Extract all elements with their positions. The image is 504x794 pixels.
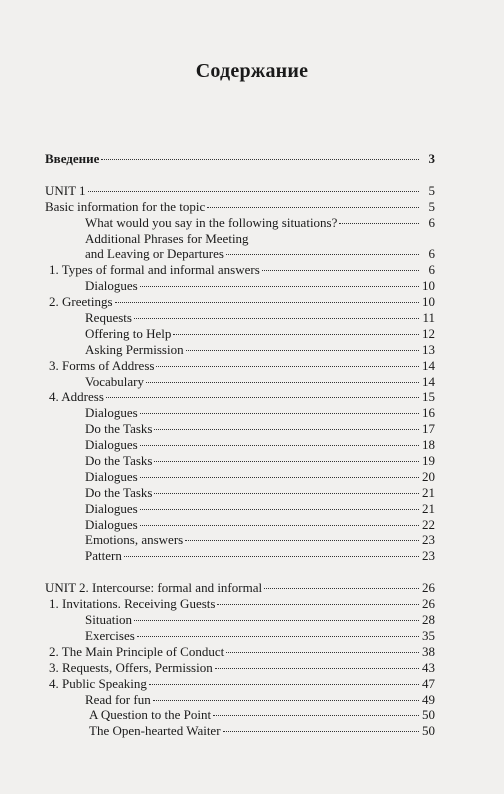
page-title: Содержание bbox=[195, 60, 309, 82]
toc-entry bbox=[45, 183, 435, 199]
dot-leader bbox=[226, 652, 419, 653]
toc-entry-page-number: 16 bbox=[422, 405, 435, 421]
toc-entry-title: Offering to Help bbox=[85, 325, 172, 341]
dot-leader bbox=[154, 493, 419, 494]
toc-entry bbox=[45, 215, 435, 231]
toc-entry bbox=[45, 485, 435, 501]
toc-entry bbox=[45, 628, 435, 644]
dot-leader bbox=[124, 556, 419, 557]
dot-leader bbox=[186, 350, 419, 351]
dot-leader bbox=[154, 429, 419, 430]
dot-leader bbox=[185, 540, 419, 541]
toc-entry-page-number: 6 bbox=[428, 214, 435, 230]
toc-entry-page-number: 12 bbox=[422, 325, 435, 341]
toc-entry-page-number: 10 bbox=[422, 294, 435, 310]
toc-entry-title: and Leaving or Departures bbox=[85, 246, 224, 262]
dot-leader bbox=[262, 270, 419, 271]
toc-entry bbox=[45, 707, 435, 723]
toc-entry-page-number: 20 bbox=[422, 468, 435, 484]
toc-entry-page-number: 21 bbox=[422, 500, 435, 516]
dot-leader bbox=[153, 700, 419, 701]
dot-leader bbox=[106, 397, 419, 398]
toc-entry-title: Введение bbox=[45, 151, 100, 166]
toc-entry-page-number: 5 bbox=[428, 182, 435, 198]
toc-entry-title: Dialogues bbox=[85, 468, 138, 484]
toc-entry-page-number: 23 bbox=[422, 548, 435, 564]
toc-entry bbox=[45, 580, 435, 596]
toc-entry bbox=[45, 676, 435, 692]
toc-entry-page-number: 38 bbox=[422, 643, 435, 659]
toc-entry bbox=[45, 342, 435, 358]
toc-entry bbox=[45, 644, 435, 660]
dot-leader bbox=[115, 302, 419, 303]
toc-entry bbox=[45, 660, 435, 676]
toc-entry-page-number: 23 bbox=[422, 532, 435, 548]
toc-entry-title: 1. Types of formal and informal answers bbox=[49, 262, 260, 278]
toc-entry bbox=[45, 517, 435, 533]
toc-entry-title: 3. Forms of Address bbox=[49, 357, 155, 373]
toc-entry-title: What would you say in the following situations? bbox=[85, 214, 338, 230]
toc-entry-page-number: 21 bbox=[422, 484, 435, 500]
toc-entry-page-number: 17 bbox=[422, 421, 435, 437]
toc-entry-title: Situation bbox=[85, 612, 132, 628]
toc-entry-title: Do the Tasks bbox=[85, 421, 153, 437]
toc-entry-page-number: 47 bbox=[422, 675, 435, 691]
toc-entry-page-number: 3 bbox=[428, 151, 435, 166]
toc-entry bbox=[45, 199, 435, 215]
dot-leader bbox=[140, 477, 419, 478]
toc-entry-title: UNIT 1 bbox=[45, 182, 86, 198]
toc-entry-page-number: 5 bbox=[428, 198, 435, 214]
toc-entry bbox=[45, 501, 435, 517]
toc-entry bbox=[45, 231, 435, 247]
toc-entry-title: Do the Tasks bbox=[85, 453, 153, 469]
toc-entry-page-number: 6 bbox=[428, 262, 435, 278]
toc-entry bbox=[45, 453, 435, 469]
dot-leader bbox=[101, 159, 419, 160]
dot-leader bbox=[149, 684, 419, 685]
toc-entry-title: Dialogues bbox=[85, 437, 138, 453]
dot-leader bbox=[226, 254, 419, 255]
dot-leader bbox=[134, 620, 419, 621]
toc-entry-title: 2. The Main Principle of Conduct bbox=[49, 643, 225, 659]
toc-entry bbox=[45, 469, 435, 485]
toc-entry-title: Additional Phrases for Meeting bbox=[85, 230, 249, 246]
dot-leader bbox=[213, 715, 419, 716]
toc-entry-title: 1. Invitations. Receiving Guests bbox=[49, 596, 216, 612]
toc-entry-title: Dialogues bbox=[85, 405, 138, 421]
toc-entry-title: A Question to the Point bbox=[89, 707, 212, 723]
dot-leader bbox=[223, 731, 419, 732]
toc-entry-title: Dialogues bbox=[85, 516, 138, 532]
dot-leader bbox=[88, 191, 419, 192]
toc-entry-title: Basic information for the topic bbox=[45, 198, 206, 214]
toc-entry bbox=[45, 278, 435, 294]
toc-entry bbox=[45, 548, 435, 564]
toc-entry-title: Emotions, answers bbox=[85, 532, 184, 548]
toc-entry bbox=[45, 389, 435, 405]
dot-leader bbox=[154, 461, 419, 462]
toc-entry-page-number: 11 bbox=[422, 310, 435, 326]
toc-entry bbox=[45, 358, 435, 374]
toc-entry bbox=[45, 723, 435, 739]
dot-leader bbox=[215, 668, 419, 669]
toc-entry bbox=[45, 326, 435, 342]
toc-entry bbox=[45, 692, 435, 708]
toc-entry bbox=[45, 437, 435, 453]
dot-leader bbox=[217, 604, 419, 605]
toc-entry-page-number: 50 bbox=[422, 707, 435, 723]
toc-entry-title: 2. Greetings bbox=[49, 294, 113, 310]
toc-entry-title: The Open-hearted Waiter bbox=[89, 723, 221, 739]
toc-entry bbox=[45, 374, 435, 390]
toc-entry bbox=[45, 262, 435, 278]
dot-leader bbox=[339, 223, 419, 224]
toc-entry bbox=[45, 596, 435, 612]
toc-entry-page-number: 15 bbox=[422, 389, 435, 405]
toc-entry-page-number: 26 bbox=[422, 596, 435, 612]
dot-leader bbox=[156, 366, 419, 367]
dot-leader bbox=[146, 382, 419, 383]
toc-entry-title: UNIT 2. Intercourse: formal and informal bbox=[45, 580, 263, 596]
dot-leader bbox=[140, 445, 419, 446]
toc-entry-page-number: 50 bbox=[422, 723, 435, 739]
toc-entry-page-number: 35 bbox=[422, 627, 435, 643]
dot-leader bbox=[207, 207, 419, 208]
toc-entry-page-number: 19 bbox=[422, 453, 435, 469]
toc-entry-page-number: 28 bbox=[422, 612, 435, 628]
toc-entry bbox=[45, 612, 435, 628]
dot-leader bbox=[140, 525, 419, 526]
toc-entry bbox=[45, 151, 435, 167]
dot-leader bbox=[264, 588, 419, 589]
toc-entry-page-number: 13 bbox=[422, 341, 435, 357]
toc-entry-title: Asking Permission bbox=[85, 341, 184, 357]
toc-entry-page-number: 6 bbox=[428, 246, 435, 262]
toc-entry-page-number: 43 bbox=[422, 659, 435, 675]
toc-entry-title: Read for fun bbox=[85, 691, 151, 707]
toc-entry-title: Do the Tasks bbox=[85, 484, 153, 500]
toc-entry-title: Exercises bbox=[85, 627, 135, 643]
toc-entry bbox=[45, 421, 435, 437]
toc-entry-title: 3. Requests, Offers, Permission bbox=[49, 659, 213, 675]
toc-entry-page-number: 49 bbox=[422, 691, 435, 707]
toc-entry-title: 4. Public Speaking bbox=[49, 675, 147, 691]
table-of-contents bbox=[45, 151, 435, 739]
toc-entry-page-number: 14 bbox=[422, 373, 435, 389]
toc-entry bbox=[45, 294, 435, 310]
dot-leader bbox=[137, 636, 419, 637]
toc-entry bbox=[45, 405, 435, 421]
toc-entry-page-number: 18 bbox=[422, 437, 435, 453]
toc-entry-title: Vocabulary bbox=[85, 373, 144, 389]
toc-entry-page-number: 22 bbox=[422, 516, 435, 532]
dot-leader bbox=[140, 413, 419, 414]
dot-leader bbox=[140, 509, 419, 510]
toc-entry-title: Dialogues bbox=[85, 500, 138, 516]
toc-entry bbox=[45, 310, 435, 326]
toc-entry bbox=[45, 532, 435, 548]
toc-entry-page-number: 10 bbox=[422, 278, 435, 294]
toc-entry-title: 4. Address bbox=[49, 389, 104, 405]
toc-entry-title: Pattern bbox=[85, 548, 122, 564]
toc-entry-title: Dialogues bbox=[85, 278, 138, 294]
toc-entry-title: Requests bbox=[85, 310, 132, 326]
toc-entry-page-number: 26 bbox=[422, 580, 435, 596]
dot-leader bbox=[140, 286, 419, 287]
toc-entry-page-number: 14 bbox=[422, 357, 435, 373]
dot-leader bbox=[173, 334, 419, 335]
dot-leader bbox=[134, 318, 419, 319]
toc-entry bbox=[45, 246, 435, 262]
